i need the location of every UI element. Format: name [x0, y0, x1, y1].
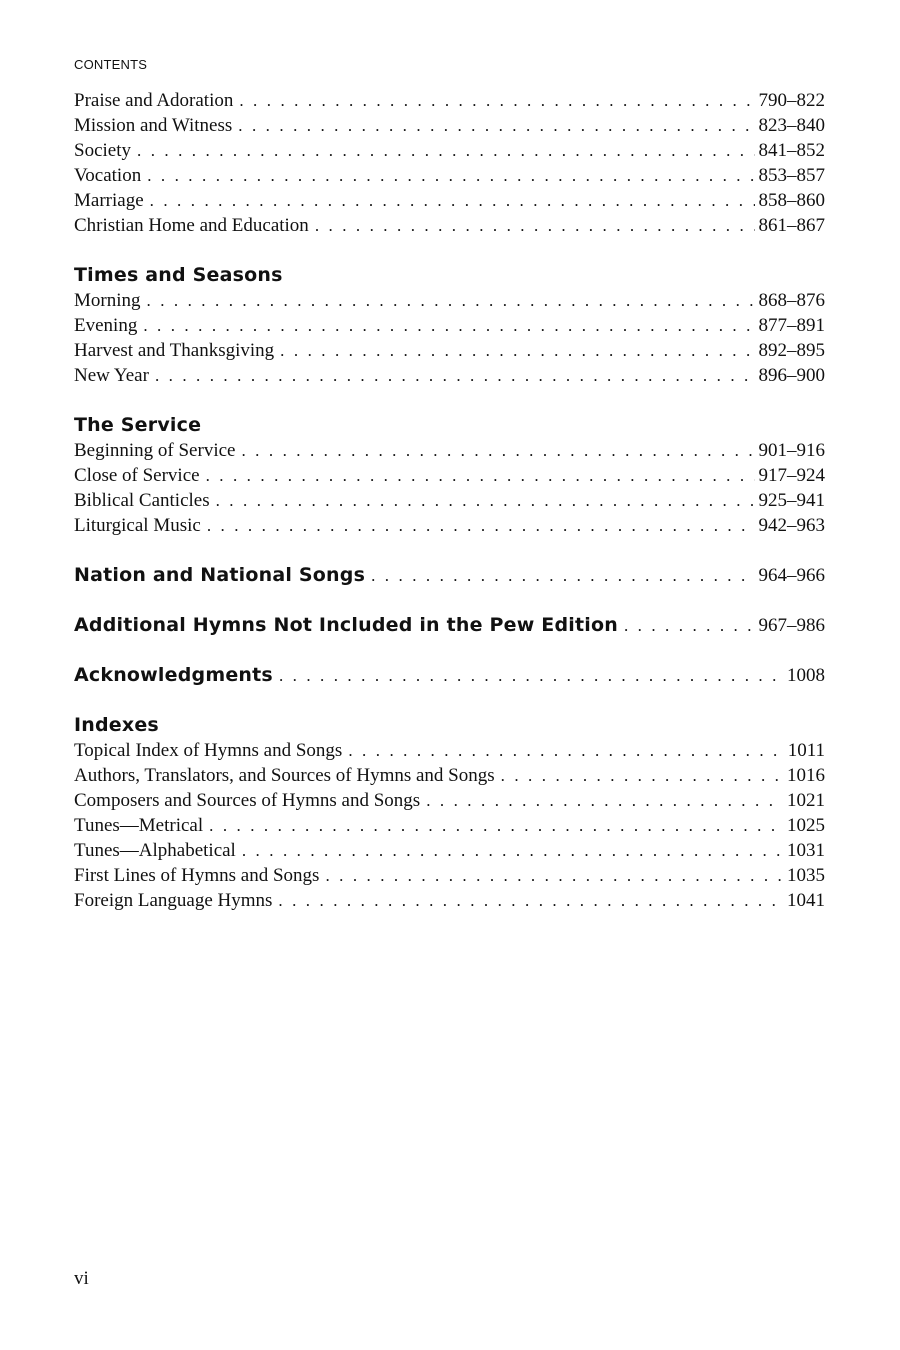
table-of-contents — [74, 88, 825, 913]
toc-entry[interactable] — [74, 513, 825, 538]
toc-entry[interactable] — [74, 163, 825, 188]
toc-entry-label: New Year — [74, 365, 149, 386]
toc-entry-pages: 967–986 — [758, 615, 825, 636]
toc-entry-pages: 858–860 — [758, 190, 825, 211]
toc-entry-pages: 861–867 — [758, 215, 825, 236]
toc-entry-label: Nation and National Songs — [74, 564, 366, 586]
toc-entry-pages: 1021 — [787, 790, 825, 811]
toc-entry[interactable] — [74, 813, 825, 838]
toc-entry-pages: 841–852 — [758, 140, 825, 161]
toc-entry[interactable] — [74, 113, 825, 138]
dot-leader — [315, 213, 755, 238]
dot-leader — [348, 738, 783, 763]
dot-leader — [371, 563, 754, 588]
toc-entry[interactable] — [74, 463, 825, 488]
toc-entry-pages: 868–876 — [758, 290, 825, 311]
dot-leader — [242, 838, 783, 863]
toc-entry[interactable] — [74, 488, 825, 513]
toc-entry-pages: 823–840 — [758, 115, 825, 136]
toc-entry[interactable] — [74, 863, 825, 888]
toc-entry-label: Beginning of Service — [74, 440, 236, 461]
dot-leader — [137, 138, 755, 163]
toc-entry-label: Mission and Witness — [74, 115, 233, 136]
dot-leader — [325, 863, 783, 888]
spacer — [74, 588, 825, 613]
dot-leader — [624, 613, 755, 638]
toc-entry-pages: 1011 — [787, 740, 825, 761]
section-heading-indexes: Indexes — [74, 714, 159, 736]
toc-entry[interactable] — [74, 213, 825, 238]
toc-entry-label: Harvest and Thanksgiving — [74, 340, 275, 361]
toc-entry[interactable] — [74, 338, 825, 363]
dot-leader — [207, 513, 755, 538]
toc-entry-label: Tunes—Metrical — [74, 815, 204, 836]
dot-leader — [209, 813, 783, 838]
toc-entry-pages: 1041 — [787, 890, 825, 911]
dot-leader — [143, 313, 754, 338]
toc-entry[interactable] — [74, 188, 825, 213]
toc-entry-label: Close of Service — [74, 465, 200, 486]
toc-entry-pages: 925–941 — [758, 490, 825, 511]
dot-leader — [238, 113, 754, 138]
toc-entry[interactable] — [74, 363, 825, 388]
toc-entry-label: Christian Home and Education — [74, 215, 309, 236]
toc-entry-label: Tunes—Alphabetical — [74, 840, 236, 861]
dot-leader — [501, 763, 783, 788]
toc-entry-pages: 901–916 — [758, 440, 825, 461]
toc-entry[interactable] — [74, 288, 825, 313]
toc-entry-label: Additional Hymns Not Included in the Pew Edition — [74, 614, 618, 636]
toc-entry-pages: 1025 — [787, 815, 825, 836]
section-heading-the-service: The Service — [74, 414, 202, 436]
dot-leader — [147, 163, 754, 188]
toc-entry[interactable] — [74, 313, 825, 338]
toc-entry-label: Composers and Sources of Hymns and Songs — [74, 790, 421, 811]
toc-entry-label: Foreign Language Hymns — [74, 890, 273, 911]
dot-leader — [279, 663, 783, 688]
page-number: vi — [74, 1268, 89, 1289]
section-heading-times-and-seasons: Times and Seasons — [74, 264, 283, 286]
toc-entry-nation[interactable] — [74, 563, 825, 588]
toc-entry[interactable] — [74, 438, 825, 463]
toc-entry-pages: 877–891 — [758, 315, 825, 336]
toc-entry[interactable] — [74, 788, 825, 813]
toc-entry-label: Topical Index of Hymns and Songs — [74, 740, 343, 761]
dot-leader — [147, 288, 755, 313]
dot-leader — [239, 88, 754, 113]
toc-entry-label: Society — [74, 140, 131, 161]
toc-entry-pages: 790–822 — [758, 90, 825, 111]
dot-leader — [278, 888, 783, 913]
running-head: CONTENTS — [74, 57, 148, 72]
toc-entry-label: Authors, Translators, and Sources of Hymns and Songs — [74, 765, 495, 786]
spacer — [74, 238, 825, 263]
spacer — [74, 388, 825, 413]
toc-entry[interactable] — [74, 738, 825, 763]
spacer — [74, 638, 825, 663]
toc-entry-pages: 1035 — [787, 865, 825, 886]
spacer — [74, 688, 825, 713]
toc-entry-acknowledgments[interactable] — [74, 663, 825, 688]
toc-entry-additional-hymns[interactable] — [74, 613, 825, 638]
toc-entry-label: Vocation — [74, 165, 142, 186]
toc-entry-label: Morning — [74, 290, 141, 311]
toc-entry-label: Evening — [74, 315, 138, 336]
dot-leader — [241, 438, 754, 463]
dot-leader — [426, 788, 783, 813]
toc-entry-label: Acknowledgments — [74, 664, 273, 686]
toc-entry-pages: 942–963 — [758, 515, 825, 536]
dot-leader — [216, 488, 755, 513]
toc-entry[interactable] — [74, 763, 825, 788]
toc-entry[interactable] — [74, 138, 825, 163]
toc-entry-label: Praise and Adoration — [74, 90, 234, 111]
toc-entry-pages: 1008 — [787, 665, 825, 686]
toc-entry-pages: 892–895 — [758, 340, 825, 361]
toc-entry[interactable] — [74, 888, 825, 913]
spacer — [74, 538, 825, 563]
toc-entry-pages: 853–857 — [758, 165, 825, 186]
toc-entry-pages: 1031 — [787, 840, 825, 861]
dot-leader — [280, 338, 754, 363]
toc-entry[interactable] — [74, 88, 825, 113]
toc-entry-label: Biblical Canticles — [74, 490, 210, 511]
toc-entry[interactable] — [74, 838, 825, 863]
toc-entry-label: Liturgical Music — [74, 515, 201, 536]
toc-entry-pages: 1016 — [787, 765, 825, 786]
dot-leader — [150, 188, 755, 213]
toc-entry-label: First Lines of Hymns and Songs — [74, 865, 320, 886]
toc-entry-label: Marriage — [74, 190, 144, 211]
dot-leader — [206, 463, 755, 488]
toc-entry-pages: 917–924 — [758, 465, 825, 486]
toc-entry-pages: 896–900 — [758, 365, 825, 386]
dot-leader — [155, 363, 755, 388]
toc-entry-pages: 964–966 — [758, 565, 825, 586]
